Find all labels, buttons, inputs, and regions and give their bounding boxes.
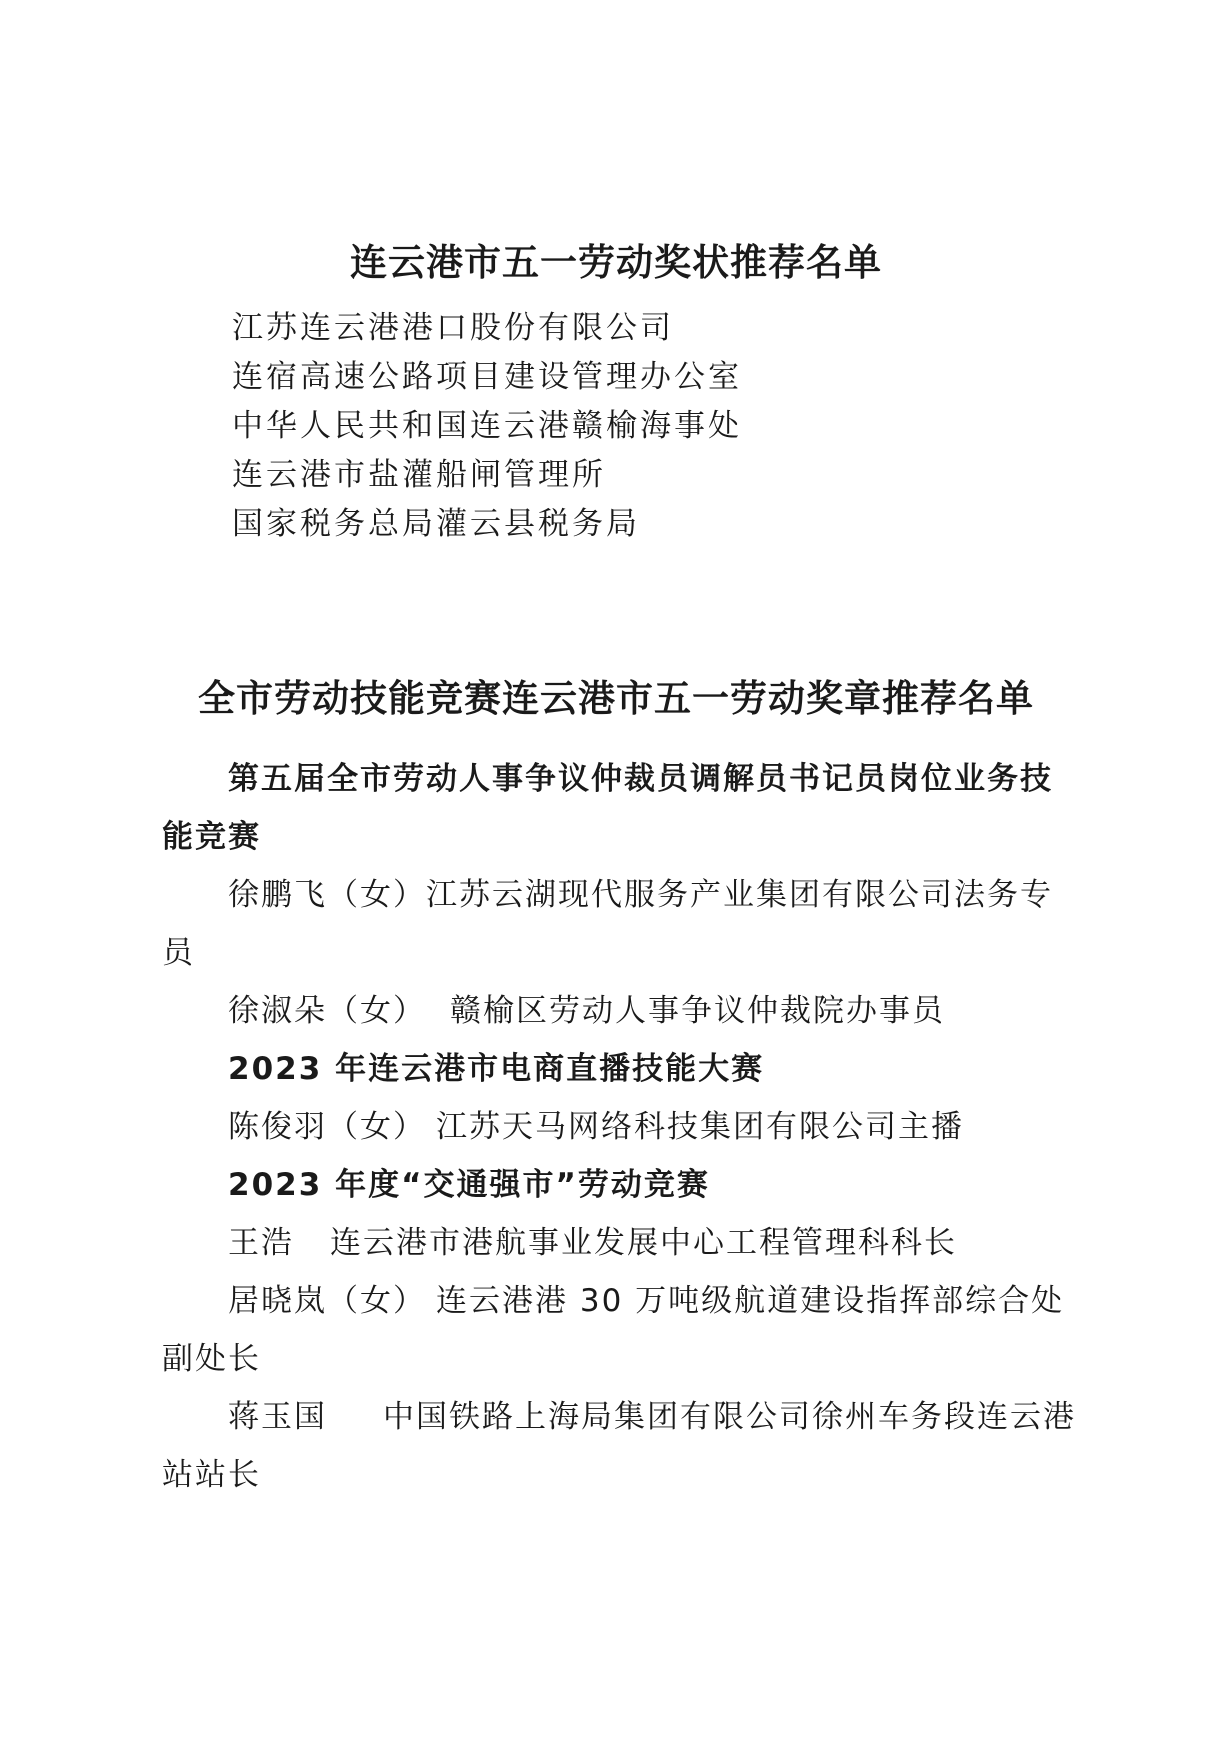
nominee-entry [162, 866, 1082, 982]
competition-heading: 2023 年度“交通强市”劳动竞赛 [228, 1167, 710, 1203]
organization-item: 连宿高速公路项目建设管理办公室 [232, 359, 742, 395]
nominee-name: 蒋玉国 [228, 1399, 327, 1435]
nominee-gender: （女） [327, 877, 426, 913]
nominee-position: 中国铁路上海局集团有限公司徐州车务段连云港站站长 [162, 1399, 1076, 1493]
nominee-name: 陈俊羽 [228, 1109, 327, 1145]
medal-list-title: 全市劳动技能竞赛连云港市五一劳动奖章推荐名单 [198, 676, 1034, 720]
nominee-name: 徐淑朵 [228, 993, 327, 1029]
organization-item: 中华人民共和国连云港赣榆海事处 [232, 408, 742, 444]
nominee-entry [162, 1098, 1082, 1156]
nominee-entry [162, 1388, 1082, 1504]
competition-heading: 第五届全市劳动人事争议仲裁员调解员书记员岗位业务技能竞赛 [162, 761, 1053, 855]
medal-list-body [162, 750, 1082, 1504]
nominee-name: 王浩 [228, 1225, 294, 1261]
nominee-name: 徐鹏飞 [228, 877, 327, 913]
nominee-gender: （女） [327, 993, 426, 1029]
nominee-position: 连云港港 30 万吨级航道建设指挥部综合处副处长 [162, 1283, 1065, 1377]
nominee-entry [162, 1272, 1082, 1388]
award-certificate-title: 连云港市五一劳动奖状推荐名单 [350, 240, 882, 284]
organization-item: 国家税务总局灌云县税务局 [232, 506, 640, 542]
nominee-name: 居晓岚 [228, 1283, 327, 1319]
organization-item: 连云港市盐灌船闸管理所 [232, 457, 606, 493]
nominee-position: 赣榆区劳动人事争议仲裁院办事员 [450, 993, 945, 1029]
nominee-position: 江苏云湖现代服务产业集团有限公司法务专员 [162, 877, 1053, 971]
nominee-position: 连云港市港航事业发展中心工程管理科科长 [330, 1225, 957, 1261]
nominee-entry [162, 982, 1082, 1040]
nominee-gender: （女） [327, 1283, 426, 1319]
nominee-position: 江苏天马网络科技集团有限公司主播 [436, 1109, 964, 1145]
nominee-gender: （女） [327, 1109, 426, 1145]
competition-heading: 2023 年连云港市电商直播技能大赛 [228, 1051, 765, 1087]
nominee-entry [162, 1214, 1082, 1272]
organization-item: 江苏连云港港口股份有限公司 [232, 310, 674, 346]
